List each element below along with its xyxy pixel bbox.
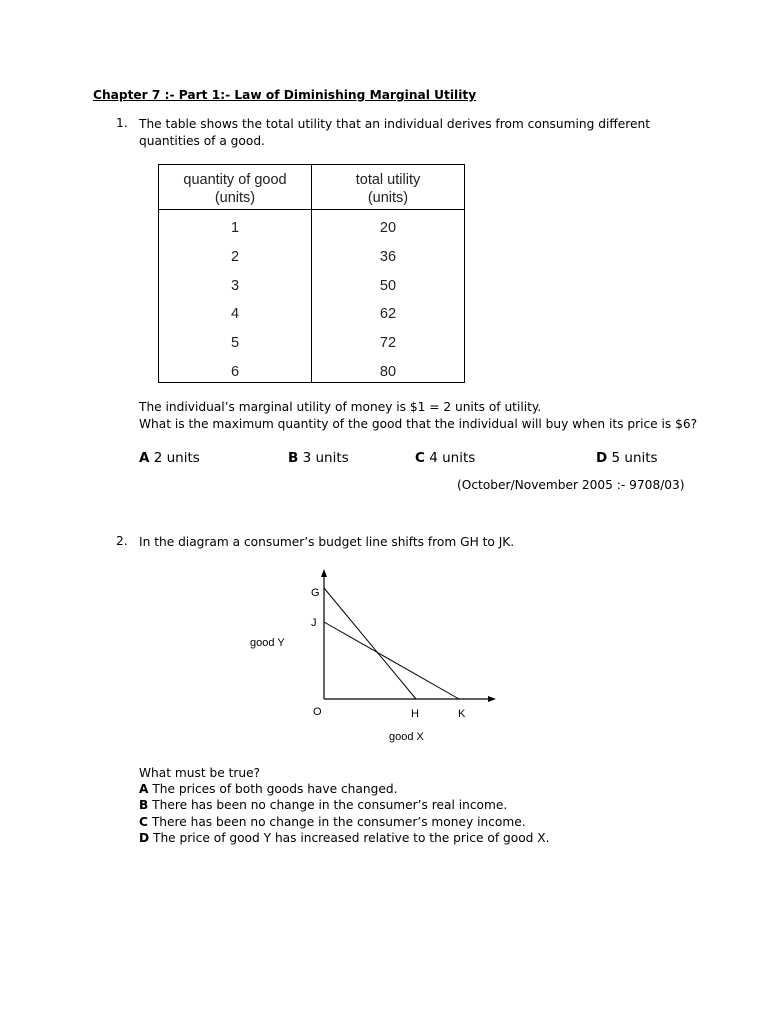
x-axis-label: good X xyxy=(389,731,424,743)
q2-answer-a xyxy=(139,781,397,797)
question-1-statement-line1: The individual’s marginal utility of money is $1 = 2 units of utility. xyxy=(139,400,542,414)
table-cell-utility: 80 xyxy=(379,364,397,380)
header-utility-line1: total utility xyxy=(355,172,421,188)
q2-answer-b xyxy=(139,797,507,813)
label-g: G xyxy=(311,587,320,599)
budget-line-jk xyxy=(324,622,459,699)
answer-letter: C xyxy=(139,815,148,829)
utility-table xyxy=(158,164,465,383)
label-h: H xyxy=(411,708,419,720)
q1-option-b xyxy=(288,450,349,466)
option-text: 5 units xyxy=(611,450,658,466)
question-1-number: 1. xyxy=(116,116,128,130)
question-2-number: 2. xyxy=(116,534,128,548)
table-cell-quantity: 4 xyxy=(230,306,240,322)
answer-letter: D xyxy=(139,831,150,845)
answer-text: The prices of both goods have changed. xyxy=(152,782,398,796)
q2-answer-c xyxy=(139,814,526,830)
table-cell-utility: 50 xyxy=(379,278,397,294)
option-text: 4 units xyxy=(429,450,476,466)
question-1-text-line1: The table shows the total utility that an individual derives from consuming different xyxy=(139,117,650,131)
table-cell-quantity: 6 xyxy=(230,364,240,380)
option-letter: D xyxy=(596,450,608,466)
q1-option-a xyxy=(139,450,200,466)
table-header-quantity xyxy=(159,171,311,207)
table-cell-utility: 62 xyxy=(379,306,397,322)
y-axis-label: good Y xyxy=(250,637,285,649)
label-o: O xyxy=(313,706,322,718)
table-cell-utility: 72 xyxy=(379,335,397,351)
table-cell-quantity: 3 xyxy=(230,278,240,294)
header-utility-line2: (units) xyxy=(367,190,409,206)
table-cell-utility: 36 xyxy=(379,249,397,265)
question-2-prompt: What must be true? xyxy=(139,766,261,780)
q2-answer-d xyxy=(139,830,549,846)
option-letter: C xyxy=(415,450,425,466)
option-letter: A xyxy=(139,450,150,466)
question-1-statement-line2: What is the maximum quantity of the good that the individual will buy when its price is $6? xyxy=(139,417,698,431)
answer-letter: B xyxy=(139,798,149,812)
page-title: Chapter 7 :- Part 1:- Law of Diminishing Marginal Utility xyxy=(93,88,477,102)
label-k: K xyxy=(458,708,466,720)
option-text: 2 units xyxy=(153,450,200,466)
header-quantity-line1: quantity of good xyxy=(183,172,287,188)
option-letter: B xyxy=(288,450,299,466)
question-1-text-line2: quantities of a good. xyxy=(139,134,265,148)
table-header-divider xyxy=(159,209,464,210)
label-j: J xyxy=(311,617,317,629)
table-cell-utility: 20 xyxy=(379,220,397,236)
answer-text: There has been no change in the consumer’s real income. xyxy=(152,798,508,812)
table-cell-quantity: 1 xyxy=(230,220,240,236)
question-1-source: (October/November 2005 :- 9708/03) xyxy=(457,478,685,492)
x-axis-arrow xyxy=(488,696,496,702)
y-axis-arrow xyxy=(321,569,327,577)
q1-option-c xyxy=(415,450,475,466)
header-quantity-line2: (units) xyxy=(214,190,256,206)
q1-option-d xyxy=(596,450,658,466)
table-cell-quantity: 2 xyxy=(230,249,240,265)
answer-text: There has been no change in the consumer’s money income. xyxy=(151,815,526,829)
table-cell-quantity: 5 xyxy=(230,335,240,351)
answer-text: The price of good Y has increased relative to the price of good X. xyxy=(153,831,550,845)
answer-letter: A xyxy=(139,782,149,796)
question-2-text: In the diagram a consumer’s budget line shifts from GH to JK. xyxy=(139,535,515,549)
budget-line-diagram xyxy=(240,565,510,750)
option-text: 3 units xyxy=(302,450,349,466)
budget-line-gh xyxy=(324,588,416,699)
table-header-utility xyxy=(312,171,464,207)
